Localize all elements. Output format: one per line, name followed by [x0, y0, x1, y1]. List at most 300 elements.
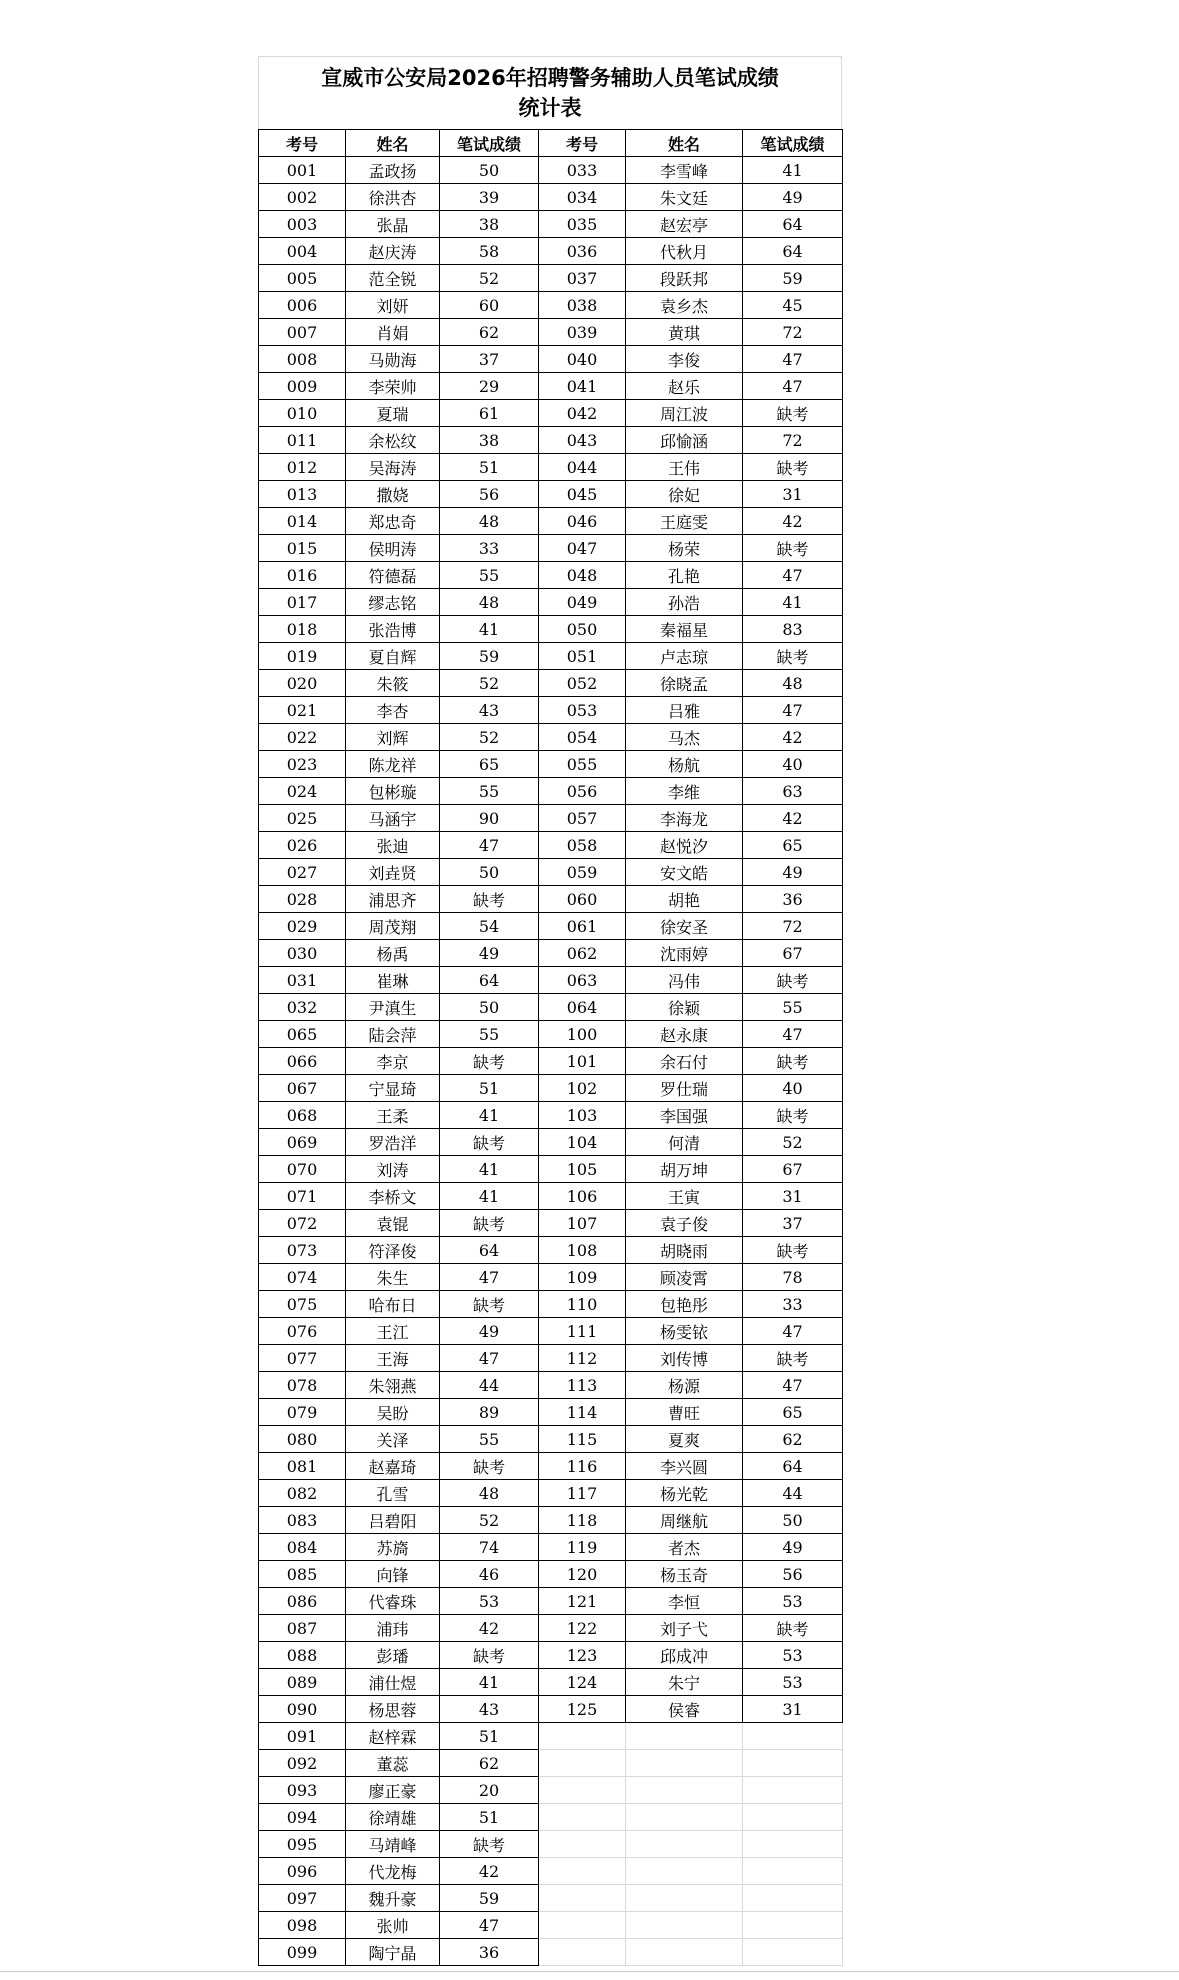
name-cell — [626, 1723, 743, 1750]
name-cell: 吕碧阳 — [346, 1507, 440, 1534]
score-cell: 29 — [440, 373, 539, 400]
exam-no-cell: 053 — [539, 697, 626, 724]
score-cell: 43 — [440, 1696, 539, 1723]
header-name: 姓名 — [626, 130, 743, 157]
score-cell: 33 — [743, 1291, 843, 1318]
score-cell: 64 — [743, 211, 843, 238]
name-cell: 侯睿 — [626, 1696, 743, 1723]
score-cell: 缺考 — [440, 1291, 539, 1318]
exam-no-cell: 040 — [539, 346, 626, 373]
score-cell: 41 — [440, 1102, 539, 1129]
table-row — [259, 805, 843, 832]
exam-no-cell: 050 — [539, 616, 626, 643]
exam-no-cell — [539, 1912, 626, 1939]
name-cell: 王伟 — [626, 454, 743, 481]
name-cell: 马杰 — [626, 724, 743, 751]
exam-no-cell: 071 — [259, 1183, 346, 1210]
exam-no-cell: 078 — [259, 1372, 346, 1399]
score-cell: 42 — [743, 508, 843, 535]
header-exam-no: 考号 — [259, 130, 346, 157]
table-row — [259, 1264, 843, 1291]
exam-no-cell: 080 — [259, 1426, 346, 1453]
table-row — [259, 508, 843, 535]
name-cell: 郑忠奇 — [346, 508, 440, 535]
score-cell: 52 — [743, 1129, 843, 1156]
table-row — [259, 778, 843, 805]
exam-no-cell: 038 — [539, 292, 626, 319]
table-row — [259, 1831, 843, 1858]
name-cell: 范全锐 — [346, 265, 440, 292]
exam-no-cell: 057 — [539, 805, 626, 832]
table-row — [259, 157, 843, 184]
exam-no-cell: 089 — [259, 1669, 346, 1696]
score-cell: 52 — [440, 724, 539, 751]
name-cell: 孔艳 — [626, 562, 743, 589]
exam-no-cell: 065 — [259, 1021, 346, 1048]
exam-no-cell — [539, 1939, 626, 1966]
score-cell: 45 — [743, 292, 843, 319]
name-cell: 杨荣 — [626, 535, 743, 562]
table-row — [259, 238, 843, 265]
score-cell: 59 — [440, 1885, 539, 1912]
name-cell: 袁锟 — [346, 1210, 440, 1237]
name-cell: 李京 — [346, 1048, 440, 1075]
score-cell: 47 — [743, 1372, 843, 1399]
name-cell: 徐妃 — [626, 481, 743, 508]
table-row — [259, 265, 843, 292]
score-cell: 41 — [743, 589, 843, 616]
name-cell: 刘辉 — [346, 724, 440, 751]
name-cell: 邱成冲 — [626, 1642, 743, 1669]
name-cell: 符德磊 — [346, 562, 440, 589]
table-row — [259, 940, 843, 967]
name-cell: 杨航 — [626, 751, 743, 778]
score-cell: 43 — [440, 697, 539, 724]
name-cell: 刘传博 — [626, 1345, 743, 1372]
score-cell — [743, 1804, 843, 1831]
exam-no-cell: 027 — [259, 859, 346, 886]
name-cell: 王柔 — [346, 1102, 440, 1129]
score-cell: 缺考 — [743, 535, 843, 562]
name-cell: 黄琪 — [626, 319, 743, 346]
exam-no-cell: 111 — [539, 1318, 626, 1345]
score-cell: 55 — [440, 778, 539, 805]
exam-no-cell — [539, 1804, 626, 1831]
exam-no-cell: 022 — [259, 724, 346, 751]
name-cell: 李桥文 — [346, 1183, 440, 1210]
exam-no-cell: 030 — [259, 940, 346, 967]
score-cell: 52 — [440, 265, 539, 292]
name-cell: 杨禹 — [346, 940, 440, 967]
exam-no-cell: 058 — [539, 832, 626, 859]
page-bottom-rule — [0, 1971, 1179, 1972]
exam-no-cell: 120 — [539, 1561, 626, 1588]
name-cell: 罗浩洋 — [346, 1129, 440, 1156]
exam-no-cell: 045 — [539, 481, 626, 508]
exam-no-cell: 086 — [259, 1588, 346, 1615]
name-cell: 徐靖雄 — [346, 1804, 440, 1831]
table-row — [259, 1156, 843, 1183]
name-cell: 赵嘉琦 — [346, 1453, 440, 1480]
name-cell: 向锋 — [346, 1561, 440, 1588]
table-row — [259, 427, 843, 454]
table-row — [259, 913, 843, 940]
name-cell: 赵庆涛 — [346, 238, 440, 265]
header-score: 笔试成绩 — [440, 130, 539, 157]
exam-no-cell: 004 — [259, 238, 346, 265]
score-cell: 41 — [440, 1669, 539, 1696]
score-cell: 49 — [440, 940, 539, 967]
name-cell: 周茂翔 — [346, 913, 440, 940]
exam-no-cell: 046 — [539, 508, 626, 535]
exam-no-cell: 103 — [539, 1102, 626, 1129]
table-row — [259, 373, 843, 400]
table-row — [259, 1129, 843, 1156]
exam-no-cell: 101 — [539, 1048, 626, 1075]
score-cell: 31 — [743, 1183, 843, 1210]
score-cell: 46 — [440, 1561, 539, 1588]
name-cell: 徐晓孟 — [626, 670, 743, 697]
score-cell: 49 — [440, 1318, 539, 1345]
name-cell: 安文皓 — [626, 859, 743, 886]
table-row — [259, 535, 843, 562]
table-row — [259, 1750, 843, 1777]
table-row — [259, 670, 843, 697]
score-cell: 67 — [743, 1156, 843, 1183]
table-row — [259, 616, 843, 643]
table-row — [259, 1291, 843, 1318]
score-cell: 47 — [440, 1345, 539, 1372]
table-row — [259, 1588, 843, 1615]
score-cell: 缺考 — [743, 1237, 843, 1264]
header-score: 笔试成绩 — [743, 130, 843, 157]
score-cell: 41 — [440, 616, 539, 643]
name-cell: 廖正豪 — [346, 1777, 440, 1804]
score-cell: 缺考 — [440, 1210, 539, 1237]
exam-no-cell: 061 — [539, 913, 626, 940]
score-cell: 53 — [440, 1588, 539, 1615]
name-cell: 李兴圆 — [626, 1453, 743, 1480]
exam-no-cell: 104 — [539, 1129, 626, 1156]
score-cell: 缺考 — [743, 967, 843, 994]
table-row — [259, 1048, 843, 1075]
score-cell: 65 — [440, 751, 539, 778]
score-cell: 缺考 — [440, 1831, 539, 1858]
exam-no-cell: 017 — [259, 589, 346, 616]
name-cell: 刘子弋 — [626, 1615, 743, 1642]
score-cell — [743, 1777, 843, 1804]
name-cell: 卢志琼 — [626, 643, 743, 670]
exam-no-cell: 034 — [539, 184, 626, 211]
name-cell: 陆会萍 — [346, 1021, 440, 1048]
name-cell: 李恒 — [626, 1588, 743, 1615]
name-cell: 秦福星 — [626, 616, 743, 643]
exam-no-cell: 075 — [259, 1291, 346, 1318]
exam-no-cell: 108 — [539, 1237, 626, 1264]
score-cell: 53 — [743, 1588, 843, 1615]
exam-no-cell: 123 — [539, 1642, 626, 1669]
exam-no-cell: 070 — [259, 1156, 346, 1183]
exam-no-cell: 049 — [539, 589, 626, 616]
name-cell — [626, 1804, 743, 1831]
table-row — [259, 562, 843, 589]
exam-no-cell: 033 — [539, 157, 626, 184]
table-row — [259, 751, 843, 778]
name-cell: 包艳彤 — [626, 1291, 743, 1318]
score-cell: 72 — [743, 319, 843, 346]
name-cell: 邱愉涵 — [626, 427, 743, 454]
exam-no-cell: 037 — [539, 265, 626, 292]
name-cell: 代秋月 — [626, 238, 743, 265]
table-row — [259, 346, 843, 373]
score-cell: 64 — [440, 967, 539, 994]
score-cell: 44 — [440, 1372, 539, 1399]
name-cell: 胡万坤 — [626, 1156, 743, 1183]
score-cell: 52 — [440, 1507, 539, 1534]
name-cell: 余石付 — [626, 1048, 743, 1075]
score-cell: 41 — [440, 1183, 539, 1210]
name-cell: 包彬璇 — [346, 778, 440, 805]
score-cell: 40 — [743, 1075, 843, 1102]
score-cell: 缺考 — [440, 1453, 539, 1480]
table-row — [259, 454, 843, 481]
score-cell: 50 — [440, 157, 539, 184]
exam-no-cell: 119 — [539, 1534, 626, 1561]
name-cell: 吕雅 — [626, 697, 743, 724]
name-cell: 吴盼 — [346, 1399, 440, 1426]
exam-no-cell: 035 — [539, 211, 626, 238]
name-cell: 周江波 — [626, 400, 743, 427]
name-cell: 徐颖 — [626, 994, 743, 1021]
table-row — [259, 859, 843, 886]
exam-no-cell: 051 — [539, 643, 626, 670]
score-cell: 31 — [743, 481, 843, 508]
name-cell: 者杰 — [626, 1534, 743, 1561]
name-cell — [626, 1858, 743, 1885]
name-cell: 撒娆 — [346, 481, 440, 508]
score-cell: 缺考 — [743, 1345, 843, 1372]
table-row — [259, 1534, 843, 1561]
exam-no-cell: 029 — [259, 913, 346, 940]
name-cell: 马靖峰 — [346, 1831, 440, 1858]
name-cell — [626, 1885, 743, 1912]
exam-no-cell: 015 — [259, 535, 346, 562]
exam-no-cell: 008 — [259, 346, 346, 373]
table-row — [259, 400, 843, 427]
score-cell: 62 — [440, 1750, 539, 1777]
exam-no-cell: 044 — [539, 454, 626, 481]
score-cell: 缺考 — [440, 1048, 539, 1075]
table-row — [259, 1723, 843, 1750]
name-cell: 吴海涛 — [346, 454, 440, 481]
table-row — [259, 1318, 843, 1345]
table-row — [259, 1642, 843, 1669]
exam-no-cell: 095 — [259, 1831, 346, 1858]
exam-no-cell: 052 — [539, 670, 626, 697]
score-cell: 53 — [743, 1642, 843, 1669]
score-cell — [743, 1885, 843, 1912]
score-cell: 31 — [743, 1696, 843, 1723]
exam-no-cell: 106 — [539, 1183, 626, 1210]
exam-no-cell: 109 — [539, 1264, 626, 1291]
exam-no-cell: 019 — [259, 643, 346, 670]
score-cell: 55 — [440, 562, 539, 589]
name-cell — [626, 1831, 743, 1858]
table-row — [259, 967, 843, 994]
exam-no-cell — [539, 1831, 626, 1858]
score-cell: 83 — [743, 616, 843, 643]
exam-no-cell: 013 — [259, 481, 346, 508]
score-cell: 65 — [743, 832, 843, 859]
table-row — [259, 292, 843, 319]
name-cell: 赵宏亭 — [626, 211, 743, 238]
exam-no-cell: 009 — [259, 373, 346, 400]
table-row — [259, 1507, 843, 1534]
table-row — [259, 1345, 843, 1372]
score-cell: 37 — [440, 346, 539, 373]
table-row — [259, 1858, 843, 1885]
score-cell: 56 — [440, 481, 539, 508]
name-cell: 董蕊 — [346, 1750, 440, 1777]
table-row — [259, 589, 843, 616]
name-cell — [626, 1750, 743, 1777]
name-cell: 张迪 — [346, 832, 440, 859]
table-row — [259, 1561, 843, 1588]
name-cell: 周继航 — [626, 1507, 743, 1534]
score-cell: 74 — [440, 1534, 539, 1561]
score-cell: 51 — [440, 1804, 539, 1831]
exam-no-cell: 087 — [259, 1615, 346, 1642]
title-line-2: 统计表 — [518, 96, 582, 120]
exam-no-cell: 099 — [259, 1939, 346, 1966]
name-cell: 杨思蓉 — [346, 1696, 440, 1723]
name-cell: 曹旺 — [626, 1399, 743, 1426]
name-cell: 李荣帅 — [346, 373, 440, 400]
score-cell: 50 — [440, 859, 539, 886]
name-cell: 李杏 — [346, 697, 440, 724]
table-row — [259, 1912, 843, 1939]
exam-no-cell: 026 — [259, 832, 346, 859]
exam-no-cell: 024 — [259, 778, 346, 805]
score-cell: 44 — [743, 1480, 843, 1507]
table-row — [259, 211, 843, 238]
name-cell: 符泽俊 — [346, 1237, 440, 1264]
score-cell: 42 — [743, 805, 843, 832]
table-row — [259, 1426, 843, 1453]
exam-no-cell: 064 — [539, 994, 626, 1021]
name-cell: 李俊 — [626, 346, 743, 373]
name-cell: 夏自辉 — [346, 643, 440, 670]
name-cell: 宁显琦 — [346, 1075, 440, 1102]
score-cell: 55 — [743, 994, 843, 1021]
table-row — [259, 1480, 843, 1507]
score-cell: 48 — [440, 1480, 539, 1507]
table-row — [259, 1777, 843, 1804]
score-cell: 41 — [743, 157, 843, 184]
name-cell: 冯伟 — [626, 967, 743, 994]
table-row — [259, 184, 843, 211]
name-cell: 胡艳 — [626, 886, 743, 913]
name-cell: 哈布日 — [346, 1291, 440, 1318]
score-cell: 33 — [440, 535, 539, 562]
exam-no-cell: 018 — [259, 616, 346, 643]
exam-no-cell: 074 — [259, 1264, 346, 1291]
score-cell: 62 — [743, 1426, 843, 1453]
exam-no-cell: 090 — [259, 1696, 346, 1723]
exam-no-cell: 054 — [539, 724, 626, 751]
score-cell: 38 — [440, 427, 539, 454]
table-row — [259, 724, 843, 751]
name-cell: 赵乐 — [626, 373, 743, 400]
score-cell: 64 — [743, 1453, 843, 1480]
name-cell: 代睿珠 — [346, 1588, 440, 1615]
document-title — [258, 56, 842, 129]
name-cell: 夏瑞 — [346, 400, 440, 427]
header-exam-no: 考号 — [539, 130, 626, 157]
table-row — [259, 832, 843, 859]
score-cell: 90 — [440, 805, 539, 832]
exam-no-cell: 092 — [259, 1750, 346, 1777]
table-row — [259, 1696, 843, 1723]
exam-no-cell: 077 — [259, 1345, 346, 1372]
name-cell: 夏爽 — [626, 1426, 743, 1453]
name-cell: 马勋海 — [346, 346, 440, 373]
score-cell: 64 — [440, 1237, 539, 1264]
exam-no-cell: 020 — [259, 670, 346, 697]
score-cell: 56 — [743, 1561, 843, 1588]
name-cell: 王寅 — [626, 1183, 743, 1210]
name-cell: 陶宁晶 — [346, 1939, 440, 1966]
exam-no-cell: 114 — [539, 1399, 626, 1426]
name-cell: 孔雪 — [346, 1480, 440, 1507]
table-row — [259, 481, 843, 508]
name-cell: 李维 — [626, 778, 743, 805]
name-cell: 李海龙 — [626, 805, 743, 832]
exam-no-cell: 028 — [259, 886, 346, 913]
name-cell: 袁乡杰 — [626, 292, 743, 319]
score-cell — [743, 1939, 843, 1966]
score-cell: 47 — [440, 832, 539, 859]
exam-no-cell: 002 — [259, 184, 346, 211]
score-cell: 缺考 — [440, 1129, 539, 1156]
name-cell: 朱生 — [346, 1264, 440, 1291]
score-cell: 50 — [440, 994, 539, 1021]
exam-no-cell: 066 — [259, 1048, 346, 1075]
score-cell: 49 — [743, 859, 843, 886]
exam-no-cell: 115 — [539, 1426, 626, 1453]
exam-no-cell: 068 — [259, 1102, 346, 1129]
name-cell: 沈雨婷 — [626, 940, 743, 967]
score-cell: 47 — [440, 1912, 539, 1939]
name-cell: 顾凌霄 — [626, 1264, 743, 1291]
name-cell: 马涵宇 — [346, 805, 440, 832]
table-row — [259, 1804, 843, 1831]
exam-no-cell: 043 — [539, 427, 626, 454]
name-cell: 侯明涛 — [346, 535, 440, 562]
name-cell: 彭璠 — [346, 1642, 440, 1669]
title-line-1: 宣威市公安局2026年招聘警务辅助人员笔试成绩 — [321, 66, 779, 90]
exam-no-cell: 105 — [539, 1156, 626, 1183]
score-cell: 50 — [743, 1507, 843, 1534]
exam-no-cell: 112 — [539, 1345, 626, 1372]
score-cell: 缺考 — [743, 1615, 843, 1642]
exam-no-cell: 067 — [259, 1075, 346, 1102]
score-cell: 缺考 — [440, 886, 539, 913]
name-cell: 杨玉奇 — [626, 1561, 743, 1588]
name-cell: 王江 — [346, 1318, 440, 1345]
name-cell: 李国强 — [626, 1102, 743, 1129]
exam-no-cell: 069 — [259, 1129, 346, 1156]
